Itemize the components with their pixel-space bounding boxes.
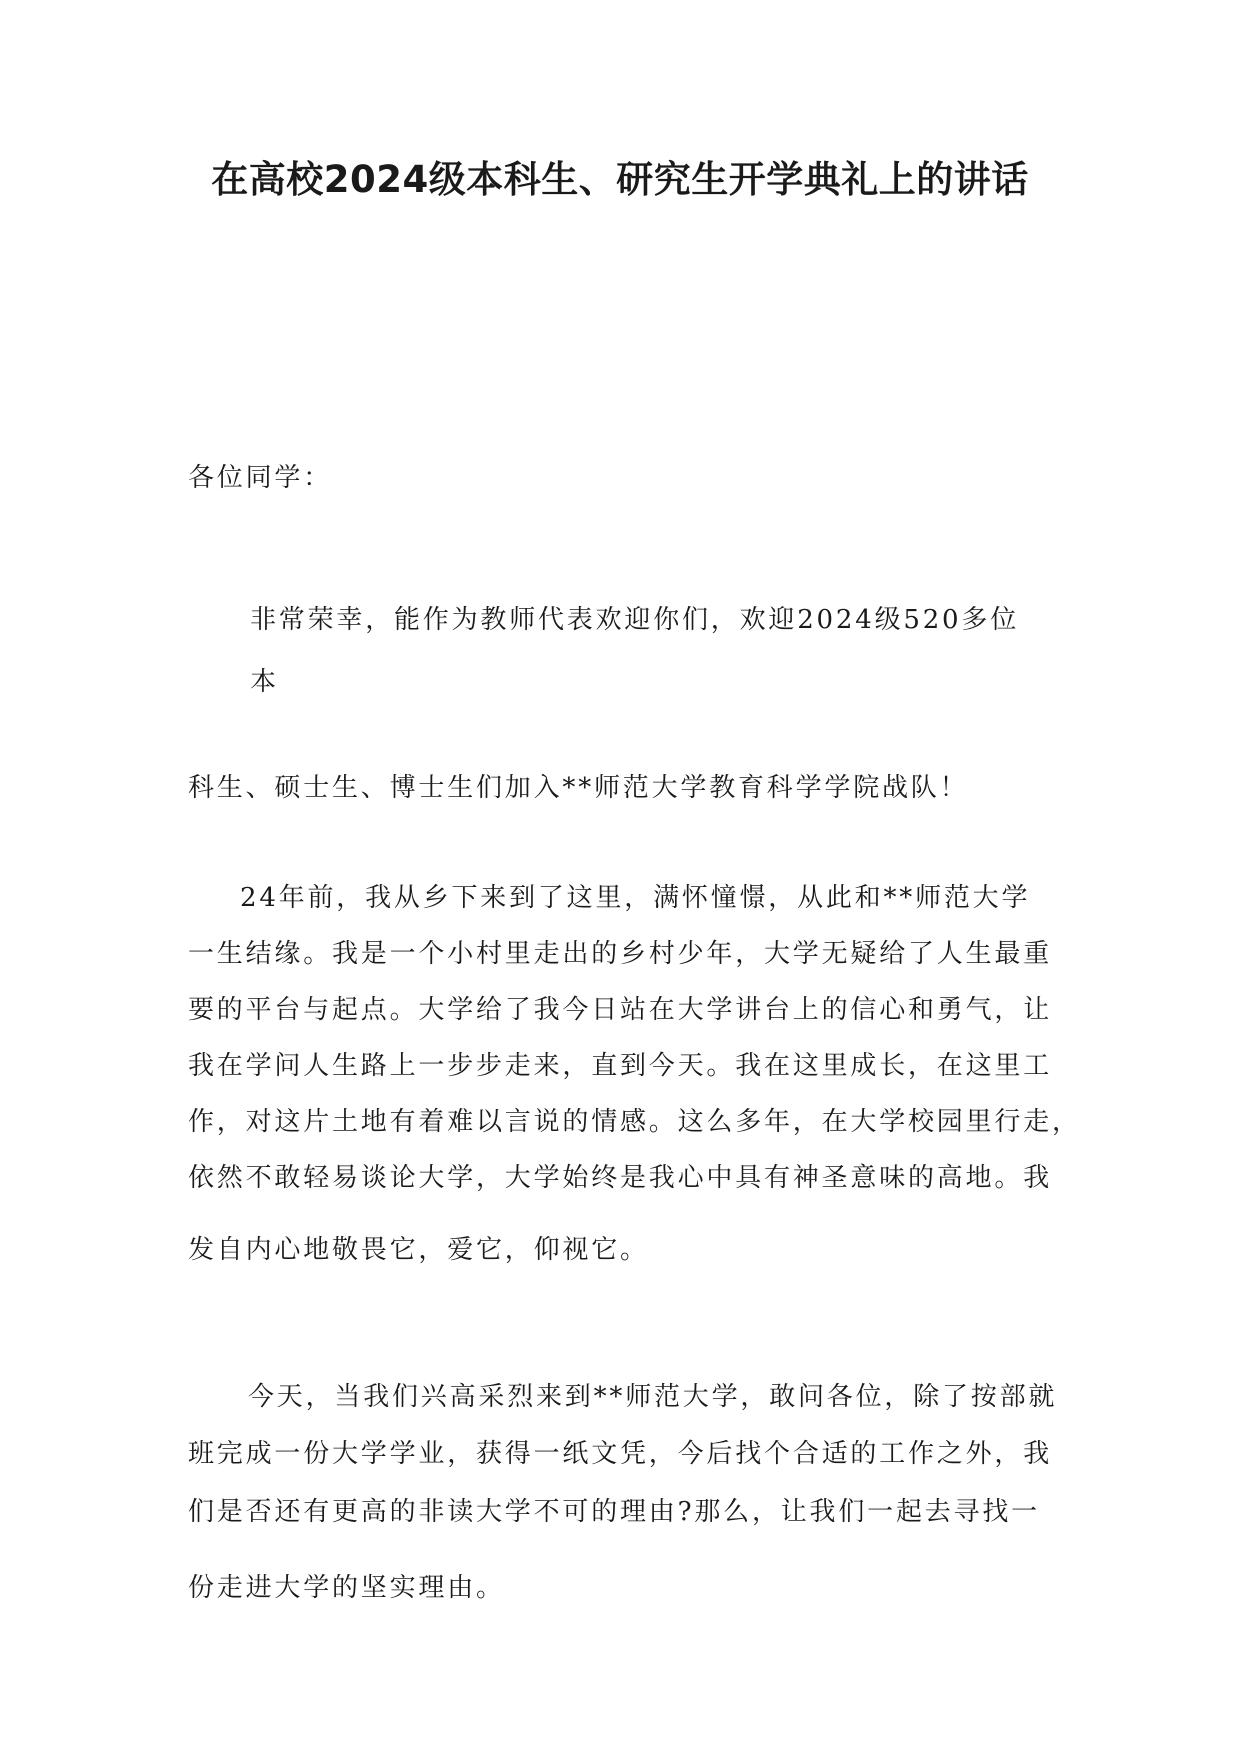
paragraph-2-line-6: 依然不敢轻易谈论大学，大学始终是我心中具有神圣意味的高地。我	[188, 1163, 1053, 1193]
paragraph-2-line-4: 我在学问人生路上一步步走来，直到今天。我在这里成长，在这里工	[188, 1051, 1053, 1081]
paragraph-2-line-3: 要的平台与起点。大学给了我今日站在大学讲台上的信心和勇气，让	[188, 995, 1053, 1025]
document-title: 在高校2024级本科生、研究生开学典礼上的讲话	[211, 158, 1029, 201]
paragraph-3-line-1: 今天，当我们兴高采烈来到**师范大学，敢问各位，除了按部就	[248, 1382, 1058, 1412]
paragraph-3-line-3: 们是否还有更高的非读大学不可的理由?那么，让我们一起去寻找一	[188, 1497, 1040, 1527]
paragraph-3-line-4: 份走进大学的坚实理由。	[188, 1573, 505, 1603]
paragraph-2-line-2: 一生结缘。我是一个小村里走出的乡村少年，大学无疑给了人生最重	[188, 939, 1053, 969]
paragraph-1-line-3: 科生、硕士生、博士生们加入**师范大学教育科学学院战队！	[188, 773, 969, 803]
paragraph-3-line-2: 班完成一份大学学业，获得一纸文凭，今后找个合适的工作之外，我	[188, 1439, 1053, 1469]
paragraph-2-line-7: 发自内心地敬畏它，爱它，仰视它。	[188, 1235, 649, 1265]
paragraph-1-line-1: 非常荣幸，能作为教师代表欢迎你们，欢迎2024级520多位	[250, 605, 1019, 635]
paragraph-2-line-5: 作，对这片土地有着难以言说的情感。这么多年，在大学校园里行走，	[188, 1107, 1081, 1137]
paragraph-1-line-2: 本	[250, 667, 279, 697]
salutation: 各位同学：	[188, 463, 333, 493]
paragraph-2-line-1: 24年前，我从乡下来到了这里，满怀憧憬，从此和**师范大学	[240, 883, 1031, 913]
